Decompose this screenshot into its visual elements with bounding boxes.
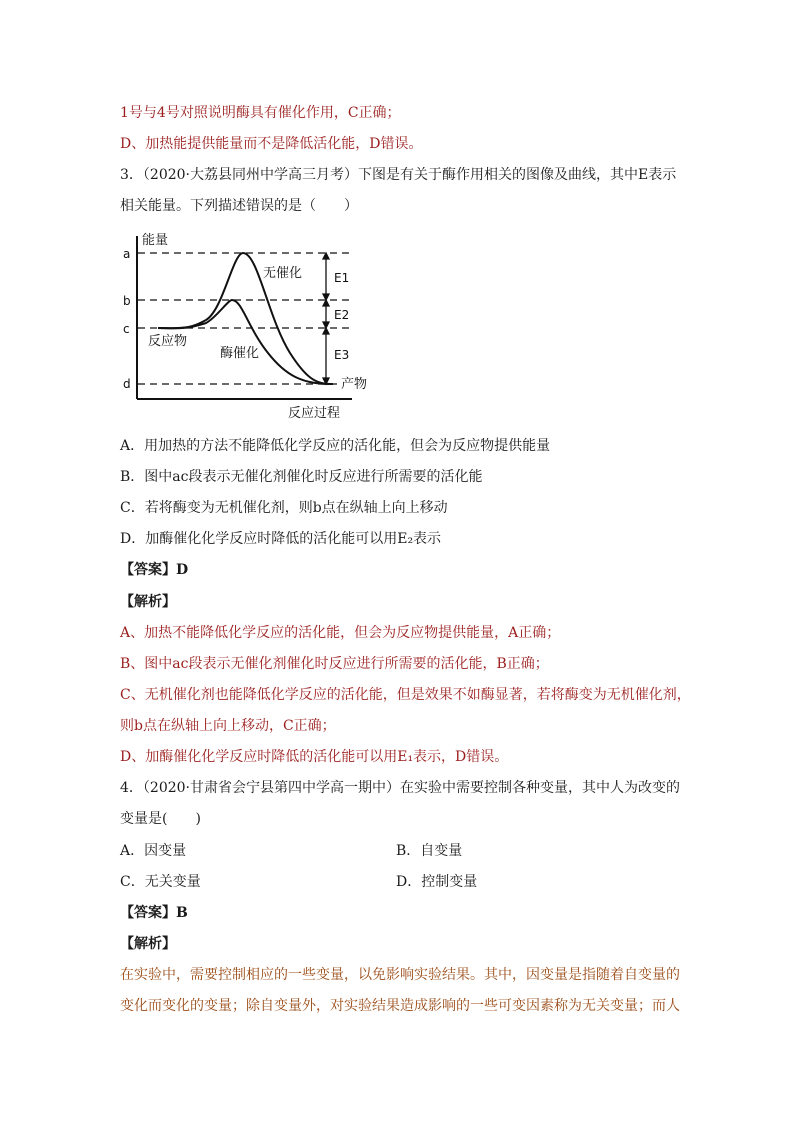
e2-label: E2 xyxy=(334,308,350,322)
y-axis-title: 能量 xyxy=(142,233,169,248)
analysis-label: 【解析】 xyxy=(120,936,176,952)
answer-label: 【答案】D xyxy=(120,562,189,578)
question-3-stem: 3．（2020·大荔县同州中学高三月考）下图是有关于酶作用相关的图像及曲线，其中E表示 xyxy=(120,167,677,183)
option-c: C．若将酶变为无机催化剂，则b点在纵轴上向上移动 xyxy=(120,500,448,516)
e3-label: E3 xyxy=(334,348,350,362)
answer-label: 【答案】B xyxy=(120,905,188,921)
option-d: D．加酶催化化学反应时降低的活化能可以用E₂表示 xyxy=(120,531,442,547)
analysis-line: 在实验中，需要控制相应的一些变量，以免影响实验结果。其中，因变量是指随着自变量的 xyxy=(120,967,680,983)
option-a: A．因变量 xyxy=(120,843,187,859)
enzyme-energy-diagram xyxy=(118,228,368,424)
level-d-label: d xyxy=(123,377,131,391)
question-3-stem-cont: 相关能量。下列描述错误的是（ ） xyxy=(120,198,358,214)
product-label: 产物 xyxy=(341,377,368,392)
analysis-line: D、加酶催化化学反应时降低的活化能可以用E₁表示，D错误。 xyxy=(120,749,509,765)
analysis-line: 1号与4号对照说明酶具有催化作用，C正确； xyxy=(120,105,401,121)
analysis-line: 则b点在纵轴上向上移动，C正确； xyxy=(120,718,336,734)
enzyme-label: 酶催化 xyxy=(220,346,260,361)
level-b-label: b xyxy=(123,294,131,308)
option-c: C．无关变量 xyxy=(120,874,201,890)
analysis-line: B、图中ac段表示无催化剂催化时反应进行所需要的活化能，B正确； xyxy=(120,656,549,672)
analysis-line: C、无机催化剂也能降低化学反应的活化能，但是效果不如酶显著，若将酶变为无机催化剂， xyxy=(120,687,691,703)
uncatalyzed-label: 无催化 xyxy=(263,266,303,281)
option-a: A．用加热的方法不能降低化学反应的活化能，但会为反应物提供能量 xyxy=(120,438,551,454)
option-d: D．控制变量 xyxy=(396,874,478,890)
analysis-line: A、加热不能降低化学反应的活化能，但会为反应物提供能量，A正确； xyxy=(120,625,561,641)
x-axis-title: 反应过程 xyxy=(288,406,341,421)
analysis-line: 变化而变化的变量；除自变量外，对实验结果造成影响的一些可变因素称为无关变量；而人 xyxy=(120,998,680,1014)
uncatalyzed-curve xyxy=(158,253,333,384)
analysis-line: D、加热能提供能量而不是降低活化能，D错误。 xyxy=(120,136,423,152)
option-b: B．图中ac段表示无催化剂催化时反应进行所需要的活化能 xyxy=(120,469,483,485)
level-a-label: a xyxy=(123,247,131,261)
analysis-label: 【解析】 xyxy=(120,594,176,610)
option-b: B．自变量 xyxy=(396,843,463,859)
question-4-stem-cont: 变量是( ) xyxy=(120,811,201,827)
question-4-stem: 4．（2020·甘肃省会宁县第四中学高一期中）在实验中需要控制各种变量，其中人为改变的 xyxy=(120,780,680,796)
reactant-label: 反应物 xyxy=(148,334,188,349)
e1-label: E1 xyxy=(334,271,350,285)
level-c-label: c xyxy=(123,322,130,336)
